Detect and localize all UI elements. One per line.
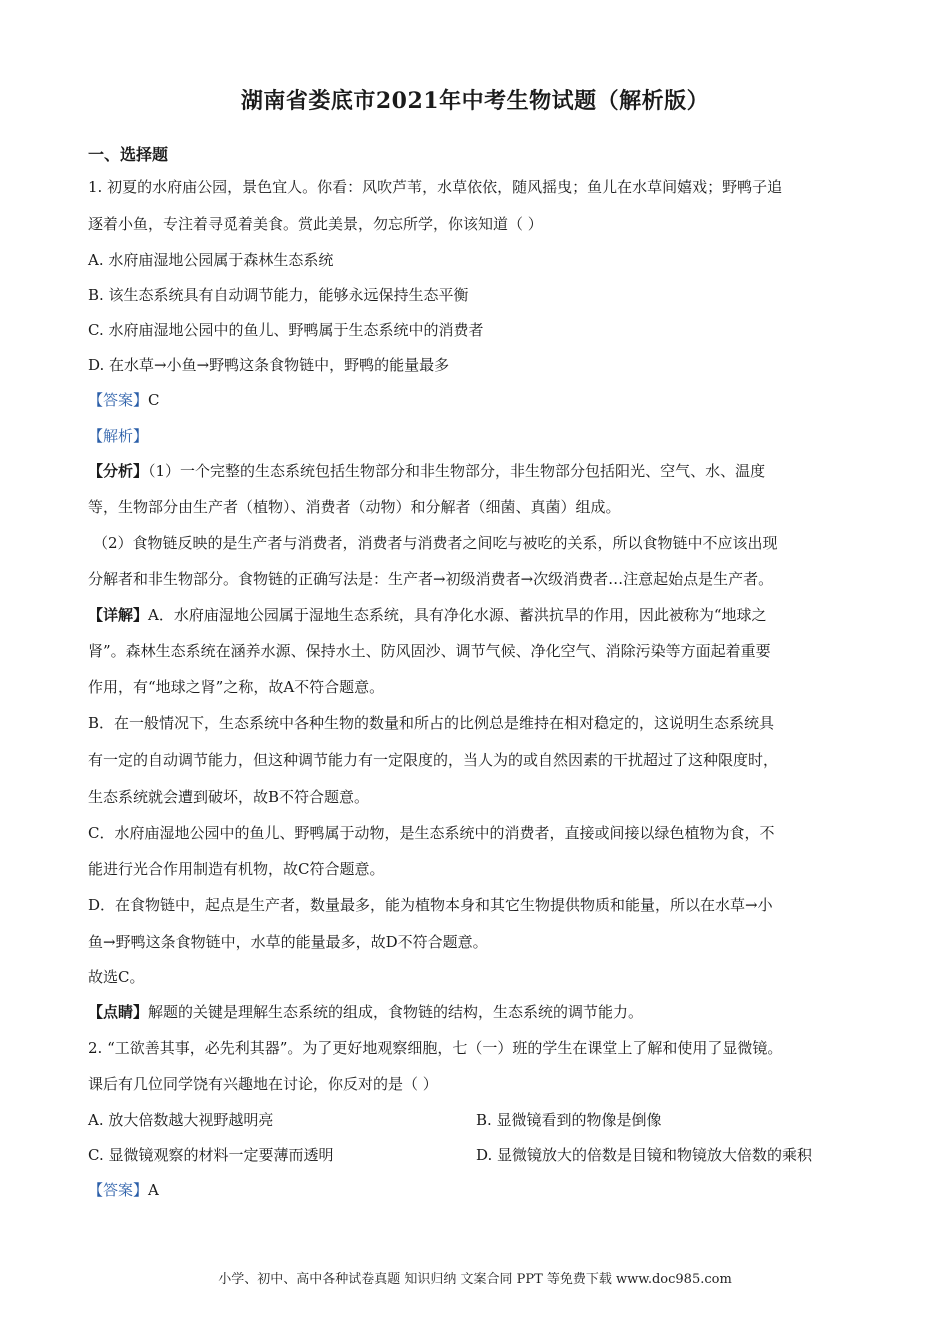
q1-xiangjie-b-line-2: 有一定的自动调节能力，但这种调节能力有一定限度的，当人为的或自然因素的干扰超过了这种限度时， xyxy=(88,751,779,769)
q2-stem-line-1: 2. “工欲善其事，必先利其器”。为了更好地观察细胞，七（一）班的学生在课堂上了解和使用了显微镜。 xyxy=(88,1039,783,1057)
fenxi-text-1: （1）一个完整的生态系统包括生物部分和非生物部分，非生物部分包括阳光、空气、水、温度 xyxy=(148,462,766,480)
answer-tag: 【答案】 xyxy=(88,391,149,409)
q1-xiangjie-d-line-2: 鱼→野鸭这条食物链中，水草的能量最多，故D不符合题意。 xyxy=(88,933,488,951)
q2-option-d: D. 显微镜放大的倍数是目镜和物镜放大倍数的乘积 xyxy=(476,1146,813,1164)
answer-value: A xyxy=(148,1181,159,1199)
page-footer: 小学、初中、高中各种试卷真题 知识归纳 文案合同 PPT 等免费下载 www.doc985.com xyxy=(218,1272,732,1287)
q1-option-d: D. 在水草→小鱼→野鸭这条食物链中，野鸭的能量最多 xyxy=(88,356,450,374)
dianjing-tag: 【点睛】 xyxy=(88,1003,149,1021)
q1-answer xyxy=(88,390,160,410)
xiangjie-tag: 【详解】 xyxy=(88,606,149,624)
page-title: 湖南省娄底市2021年中考生物试题（解析版） xyxy=(240,88,710,114)
q1-xiangjie-d-line-1: D．在食物链中，起点是生产者，数量最多，能为植物本身和其它生物提供物质和能量，所以在水草→小 xyxy=(88,896,773,914)
q1-stem-line-2: 逐着小鱼，专注着寻觅着美食。赏此美景，勿忘所学，你该知道（ ） xyxy=(88,215,543,233)
answer-value: C xyxy=(148,391,160,409)
q2-stem-line-2: 课后有几位同学饶有兴趣地在讨论，你反对的是（ ） xyxy=(88,1075,438,1093)
q1-fenxi-line-1 xyxy=(88,461,765,481)
q1-option-c: C. 水府庙湿地公园中的鱼儿、野鸭属于生态系统中的消费者 xyxy=(88,321,484,339)
q1-analysis-tag xyxy=(88,426,148,446)
q1-dianjing xyxy=(88,1002,643,1022)
q1-xiangjie-line-1 xyxy=(88,605,767,625)
jiexi-tag: 【解析】 xyxy=(88,427,149,445)
q1-option-a: A. 水府庙湿地公园属于森林生态系统 xyxy=(88,251,334,269)
q1-fenxi-line-4: 分解者和非生物部分。食物链的正确写法是：生产者→初级消费者→次级消费者…注意起始点是生产者。 xyxy=(88,570,774,588)
q1-xiangjie-line-3: 作用，有“地球之肾”之称，故A不符合题意。 xyxy=(88,678,385,696)
dianjing-text: 解题的关键是理解生态系统的组成，食物链的结构，生态系统的调节能力。 xyxy=(148,1003,644,1021)
fenxi-tag: 【分析】 xyxy=(88,462,149,480)
section-heading: 一、选择题 xyxy=(88,145,169,164)
q1-xiangjie-b-line-3: 生态系统就会遭到破坏，故B不符合题意。 xyxy=(88,788,370,806)
q1-xiangjie-c-line-1: C．水府庙湿地公园中的鱼儿、野鸭属于动物，是生态系统中的消费者，直接或间接以绿色植物为食，不 xyxy=(88,824,775,842)
q2-option-a: A. 放大倍数越大视野越明亮 xyxy=(88,1111,274,1129)
q1-option-b: B. 该生态系统具有自动调节能力，能够永远保持生态平衡 xyxy=(88,286,469,304)
q2-answer xyxy=(88,1180,159,1200)
q1-conclusion: 故选C。 xyxy=(88,968,145,986)
q1-fenxi-line-3: （2）食物链反映的是生产者与消费者，消费者与消费者之间吃与被吃的关系，所以食物链中不应该出现 xyxy=(93,534,778,552)
q1-xiangjie-c-line-2: 能进行光合作用制造有机物，故C符合题意。 xyxy=(88,860,385,878)
q1-stem-line-1: 1. 初夏的水府庙公园，景色宜人。你看：风吹芦苇，水草依依，随风摇曳；鱼儿在水草间嬉戏；野鸭子追 xyxy=(88,178,783,196)
q2-option-b: B. 显微镜看到的物像是倒像 xyxy=(476,1111,662,1129)
q1-xiangjie-b-line-1: B．在一般情况下，生态系统中各种生物的数量和所占的比例总是维持在相对稳定的，这说明生态系统具 xyxy=(88,714,775,732)
q1-fenxi-line-2: 等，生物部分由生产者（植物）、消费者（动物）和分解者（细菌、真菌）组成。 xyxy=(88,498,621,516)
q2-option-c: C. 显微镜观察的材料一定要薄而透明 xyxy=(88,1146,334,1164)
xiangjie-text-a1: A．水府庙湿地公园属于湿地生态系统，具有净化水源、蓄洪抗旱的作用，因此被称为“地球之 xyxy=(148,606,767,624)
q1-xiangjie-line-2: 肾”。森林生态系统在涵养水源、保持水土、防风固沙、调节气候、净化空气、消除污染等方面起着重要 xyxy=(88,642,771,660)
answer-tag: 【答案】 xyxy=(88,1181,149,1199)
